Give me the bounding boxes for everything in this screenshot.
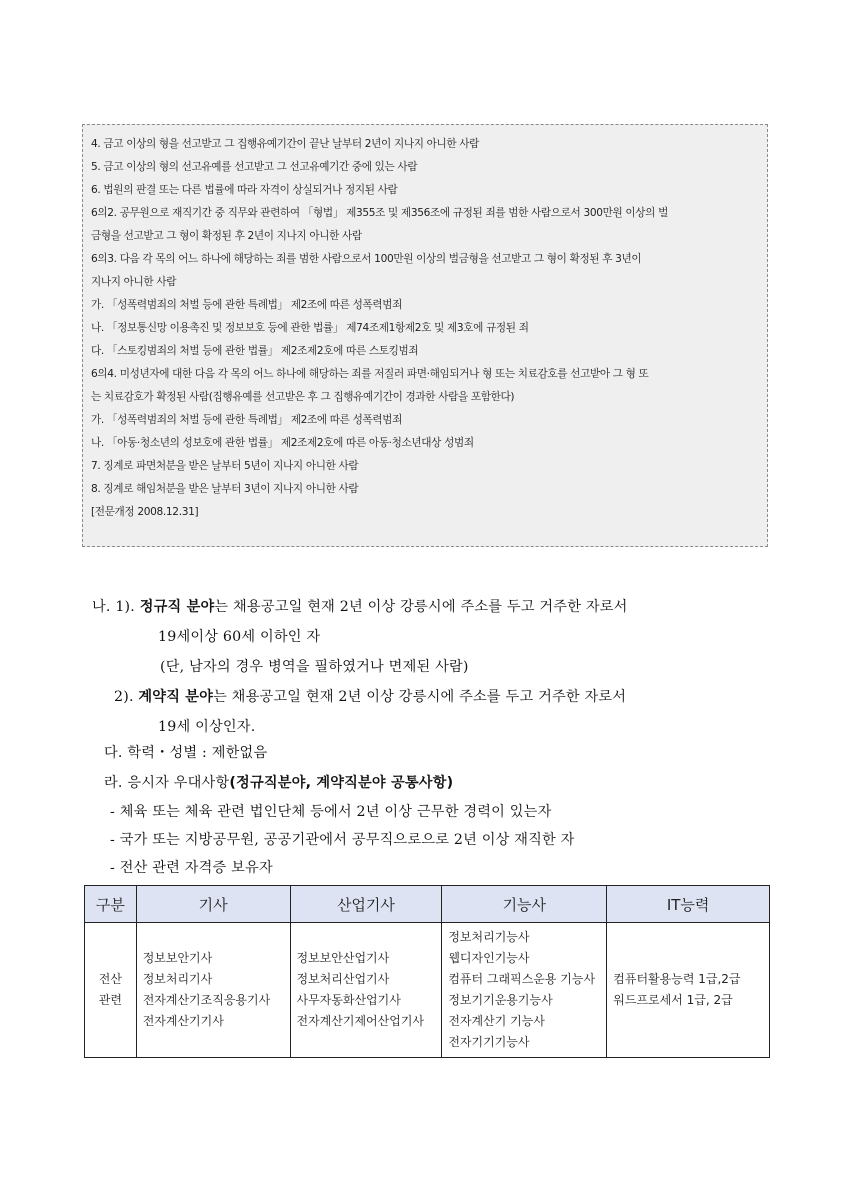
regular-position-requirement xyxy=(92,596,628,616)
cert-item: 워드프로세서 1급, 2급 xyxy=(613,993,733,1007)
cert-item: 전자계산기조직응용기사 xyxy=(142,993,271,1007)
category-line: 관련 xyxy=(98,993,122,1007)
cert-item: 정보보안산업기사 xyxy=(296,951,390,965)
cert-item: 컴퓨터활용능력 1급,2급 xyxy=(613,972,741,986)
law-line: 가. 「성폭력범죄의 처벌 등에 관한 특례법」 제2조에 따른 성폭력범죄 xyxy=(91,299,403,311)
law-line: 가. 「성폭력범죄의 처벌 등에 관한 특례법」 제2조에 따른 성폭력범죄 xyxy=(91,414,403,426)
law-line: 나. 「정보통신망 이용촉진 및 정보보호 등에 관한 법률」 제74조제1항제2호 및 제3호에 규정된 죄 xyxy=(91,322,529,334)
preference-heading xyxy=(104,772,453,792)
law-excerpt-box xyxy=(82,124,768,547)
law-line: 4. 금고 이상의 형을 선고받고 그 집행유예기간이 끝난 날부터 2년이 지나지 아니한 사람 xyxy=(91,138,480,150)
header-saneop-gisa: 산업기사 xyxy=(290,886,442,923)
cert-item: 컴퓨터 그래픽스운용 기능사 xyxy=(448,972,596,986)
table-header-row xyxy=(85,886,770,923)
cert-item: 사무자동화산업기사 xyxy=(296,993,401,1007)
cert-item: 전자계산기기사 xyxy=(142,1014,224,1028)
law-line: 는 치료감호가 확정된 사람(집행유예를 선고받은 후 그 집행유예기간이 경과한 사람을 포함한다) xyxy=(91,391,515,403)
item-prefix: 2). xyxy=(114,689,139,705)
saneop-cell xyxy=(290,923,442,1058)
contract-position-requirement xyxy=(114,686,626,706)
cert-item: 전자기기기능사 xyxy=(448,1035,530,1049)
law-line: 6의4. 미성년자에 대한 다음 각 목의 어느 하나에 해당하는 죄를 저질러 파면·해임되거나 형 또는 치료감호를 선고받아 그 형 또 xyxy=(91,368,649,380)
gineung-cell xyxy=(442,923,607,1058)
law-line: 다. 「스토킹범죄의 처벌 등에 관한 법률」 제2조제2호에 따른 스토킹범죄 xyxy=(91,345,419,357)
category-line: 전산 xyxy=(98,972,122,986)
preference-common-note: (정규직분야, 계약직분야 공통사항) xyxy=(229,775,454,791)
preference-item: - 전산 관련 자격증 보유자 xyxy=(110,860,273,876)
law-line: 나. 「아동·청소년의 성보호에 관한 법률」 제2조제2호에 따른 아동·청소년대상 성범죄 xyxy=(91,437,474,449)
category-cell xyxy=(85,923,137,1058)
age-requirement-contract: 19세 이상인자. xyxy=(158,719,256,735)
cert-item: 웹디자인기능사 xyxy=(448,951,530,965)
law-line: 8. 징계로 해임처분을 받은 날부터 3년이 지나지 아니한 사람 xyxy=(91,483,359,495)
cert-item: 정보기기운용기능사 xyxy=(448,993,553,1007)
age-requirement-regular: 19세이상 60세 이하인 자 xyxy=(158,629,321,645)
cert-item: 정보보안기사 xyxy=(142,951,213,965)
table-row xyxy=(85,923,770,1058)
cert-item: 정보처리기능사 xyxy=(448,930,530,944)
cert-item: 전자계산기제어산업기사 xyxy=(296,1014,425,1028)
preference-item: - 체육 또는 체육 관련 법인단체 등에서 2년 이상 근무한 경력이 있는자 xyxy=(110,804,552,820)
law-line: 7. 징계로 파면처분을 받은 날부터 5년이 지나지 아니한 사람 xyxy=(91,460,359,472)
preference-item: - 국가 또는 지방공무원, 공공기관에서 공무직으로으로 2년 이상 재직한 자 xyxy=(110,832,575,848)
military-note: (단, 남자의 경우 병역을 필하였거나 면제된 사람) xyxy=(160,659,469,675)
law-line: 금형을 선고받고 그 형이 확정된 후 2년이 지나지 아니한 사람 xyxy=(91,230,362,242)
certification-table xyxy=(84,885,770,1058)
cert-item: 전자계산기 기능사 xyxy=(448,1014,545,1028)
law-line: 5. 금고 이상의 형의 선고유예를 선고받고 그 선고유예기간 중에 있는 사람 xyxy=(91,161,418,173)
header-it-skill: IT능력 xyxy=(607,886,770,923)
gisa-cell xyxy=(136,923,290,1058)
header-gisa: 기사 xyxy=(136,886,290,923)
preference-prefix: 라. 응시자 우대사항 xyxy=(104,775,230,791)
contract-position-label: 계약직 분야 xyxy=(138,689,214,705)
requirement-text: 는 채용공고일 현재 2년 이상 강릉시에 주소를 두고 거주한 자로서 xyxy=(213,689,627,705)
header-category: 구분 xyxy=(85,886,137,923)
regular-position-label: 정규직 분야 xyxy=(139,599,215,615)
law-line: 6의2. 공무원으로 재직기간 중 직무와 관련하여 「형법」 제355조 및 제356조에 규정된 죄를 범한 사람으로서 300만원 이상의 벌 xyxy=(91,207,668,219)
education-gender-requirement: 다. 학력・성별 : 제한없음 xyxy=(104,745,268,761)
law-line: 지나지 아니한 사람 xyxy=(91,276,177,288)
it-cell xyxy=(607,923,770,1058)
law-line: 6의3. 다음 각 목의 어느 하나에 해당하는 죄를 범한 사람으로서 100만원 이상의 벌금형을 선고받고 그 형이 확정된 후 3년이 xyxy=(91,253,642,265)
header-gineungsa: 기능사 xyxy=(442,886,607,923)
law-line: 6. 법원의 판결 또는 다른 법률에 따라 자격이 상실되거나 정지된 사람 xyxy=(91,184,398,196)
item-prefix: 나. 1). xyxy=(92,599,140,615)
cert-item: 정보처리산업기사 xyxy=(296,972,390,986)
cert-item: 정보처리기사 xyxy=(142,972,213,986)
requirement-text: 는 채용공고일 현재 2년 이상 강릉시에 주소를 두고 거주한 자로서 xyxy=(214,599,628,615)
law-line: [전문개정 2008.12.31] xyxy=(91,506,199,518)
